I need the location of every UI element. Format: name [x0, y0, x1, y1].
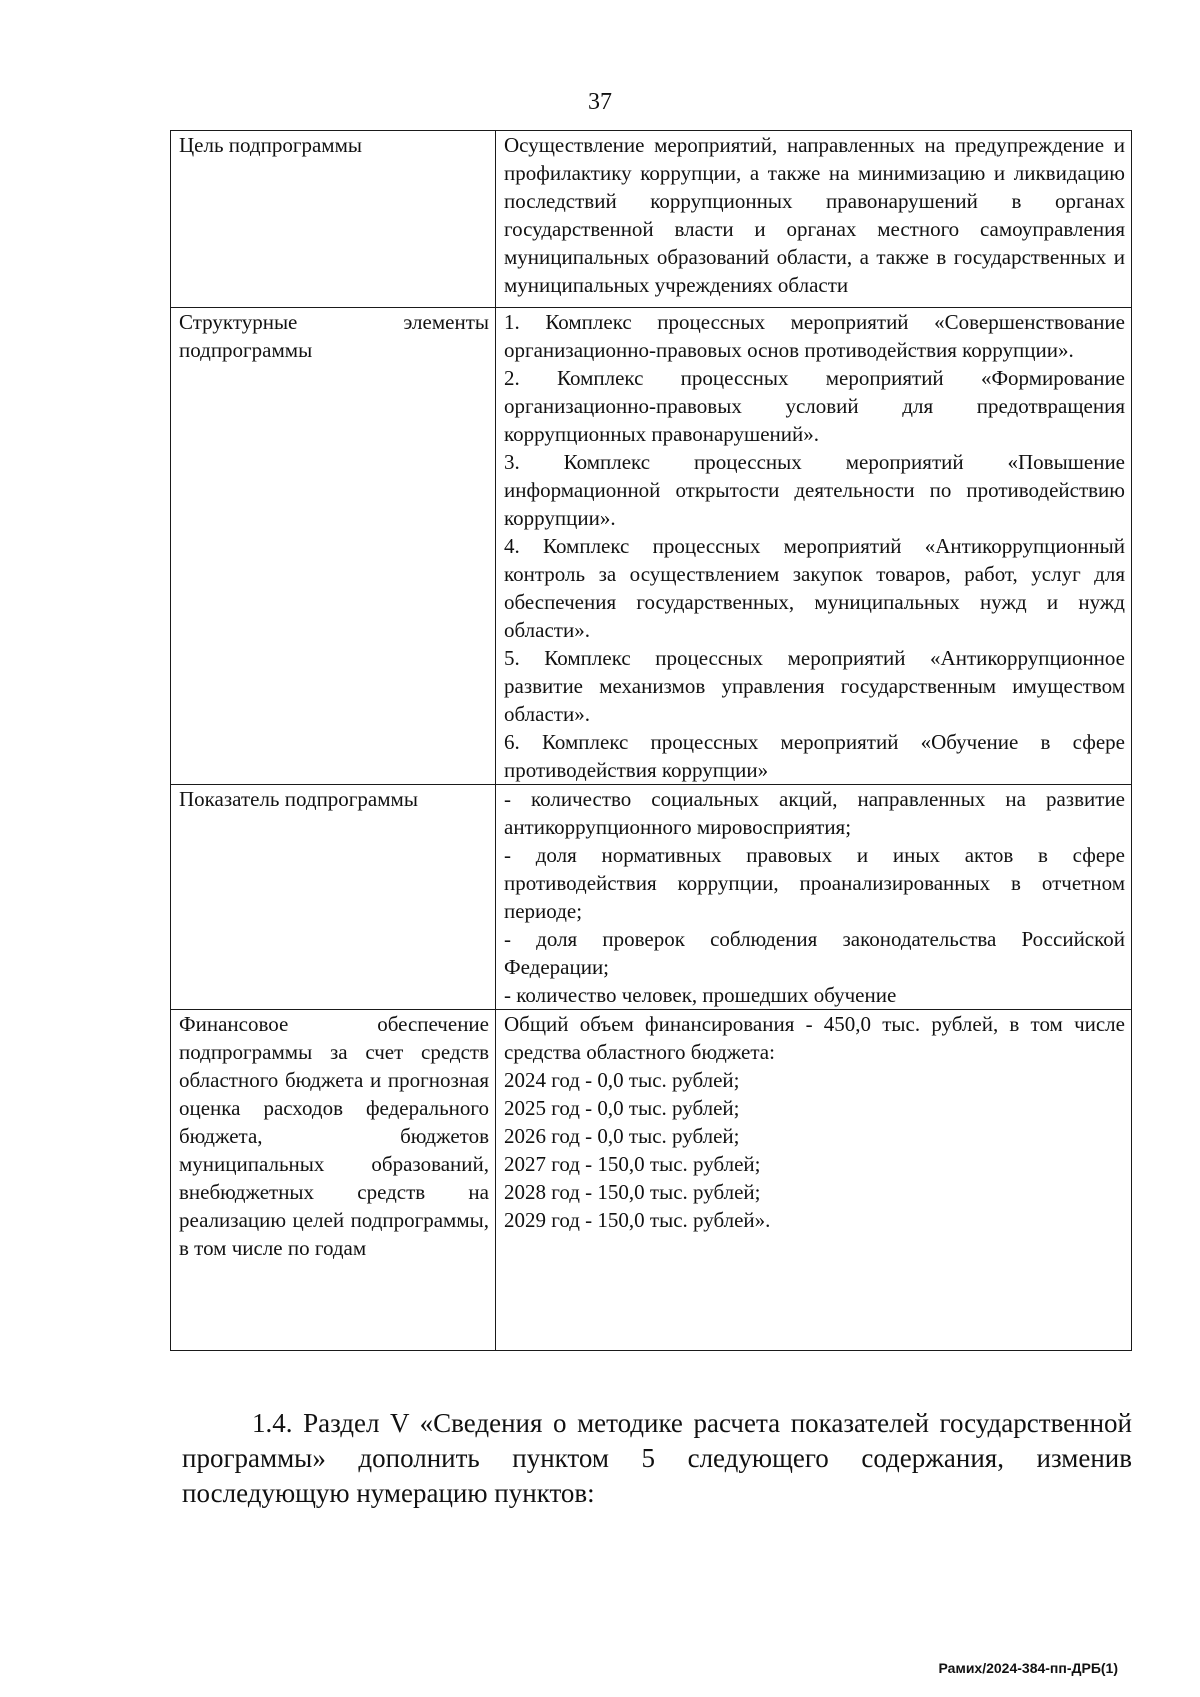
financing-year-2026: 2026 год - 0,0 тыс. рублей;: [504, 1124, 740, 1148]
financing-year-2027: 2027 год - 150,0 тыс. рублей;: [504, 1152, 761, 1176]
structural-element-item-4: 4. Комплекс процессных мероприятий «Антикоррупционный контроль за осуществлением закупок товаров, работ, услуг для обеспечения государственных, муниципальных нужд и нужд области».: [504, 534, 1125, 642]
indicator-item-1: - количество социальных акций, направленных на развитие антикоррупционного мировосприятия;: [504, 787, 1125, 839]
row-content-goal: [496, 131, 1132, 308]
row-label-structural-elements: Структурные элементы подпрограммы: [171, 308, 496, 785]
financing-year-2024: 2024 год - 0,0 тыс. рублей;: [504, 1068, 740, 1092]
table-row-goal: [171, 131, 1132, 308]
row-content-financing: [496, 1010, 1132, 1351]
amendment-paragraph: 1.4. Раздел V «Сведения о методике расчета показателей государственной программы» дополнить пунктом 5 следующего содержания, изменив последующую нумерацию пунктов:: [182, 1408, 1132, 1508]
table-row-structural-elements: [171, 308, 1132, 785]
row-label-goal: Цель подпрограммы: [171, 131, 496, 308]
document-registration-code: Рамих/2024-384-пп-ДРБ(1): [938, 1660, 1118, 1676]
subprogram-passport-table: [170, 130, 1132, 1351]
financing-year-2028: 2028 год - 150,0 тыс. рублей;: [504, 1180, 761, 1204]
indicator-item-4: - количество человек, прошедших обучение: [504, 983, 897, 1007]
structural-element-item-3: 3. Комплекс процессных мероприятий «Повышение информационной открытости деятельности по противодействию коррупции».: [504, 450, 1125, 530]
row-content-indicators: [496, 785, 1132, 1010]
row-content-structural-elements: [496, 308, 1132, 785]
financing-year-2029: 2029 год - 150,0 тыс. рублей».: [504, 1208, 771, 1232]
indicator-item-2: - доля нормативных правовых и иных актов в сфере противодействия коррупции, проанализированных в отчетном периоде;: [504, 843, 1125, 923]
row-label-financing: Финансовое обеспечение подпрограммы за счет средств областного бюджета и прогнозная оценка расходов федерального бюджета, бюджетов муниципальных образований, внебюджетных средств на реализацию целей подпрограммы, в том числе по годам: [171, 1010, 496, 1351]
financing-year-2025: 2025 год - 0,0 тыс. рублей;: [504, 1096, 740, 1120]
table-row-financing: [171, 1010, 1132, 1351]
page-number: 37: [588, 89, 612, 115]
financing-total: Общий объем финансирования - 450,0 тыс. рублей, в том числе средства областного бюджета:: [504, 1012, 1125, 1064]
structural-element-item-2: 2. Комплекс процессных мероприятий «Формирование организационно-правовых условий для предотвращения коррупционных правонарушений».: [504, 366, 1125, 446]
row-label-indicators: Показатель подпрограммы: [171, 785, 496, 1010]
structural-element-item-5: 5. Комплекс процессных мероприятий «Антикоррупционное развитие механизмов управления государственным имуществом области».: [504, 646, 1125, 726]
indicator-item-3: - доля проверок соблюдения законодательства Российской Федерации;: [504, 927, 1125, 979]
table-row-indicators: [171, 785, 1132, 1010]
goal-text: Осуществление мероприятий, направленных на предупреждение и профилактику коррупции, а также на минимизацию и ликвидацию последствий коррупционных правонарушений в органах государственной власти и органах местного самоуправления муниципальных образований области, а также в государственных и муниципальных учреждениях области: [504, 133, 1125, 297]
structural-element-item-6: 6. Комплекс процессных мероприятий «Обучение в сфере противодействия коррупции»: [504, 730, 1125, 782]
structural-element-item-1: 1. Комплекс процессных мероприятий «Совершенствование организационно-правовых основ противодействия коррупции».: [504, 310, 1125, 362]
